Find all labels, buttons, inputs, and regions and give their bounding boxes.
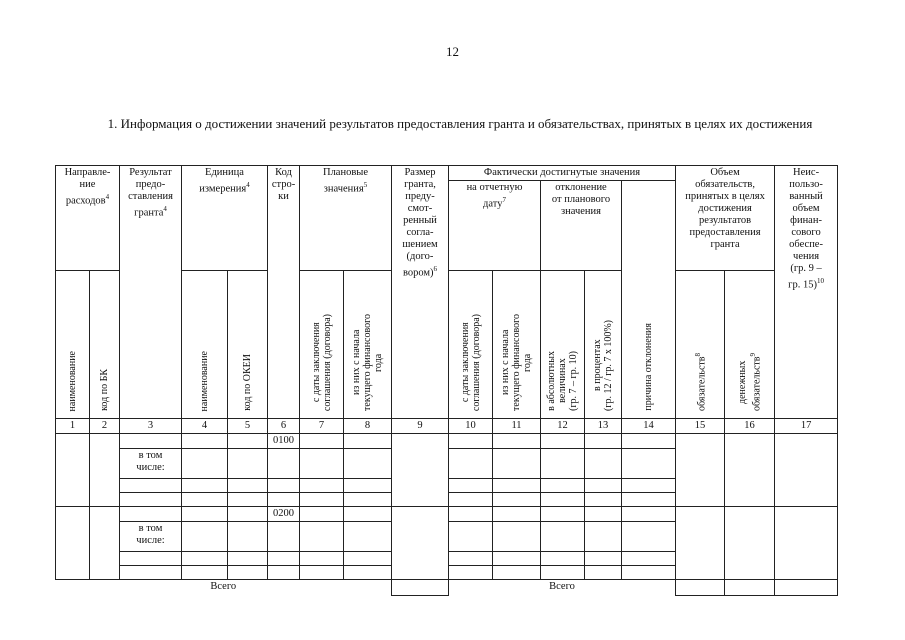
header-result: Результат предо- ставления гранта$^4$ xyxy=(120,166,182,419)
row-code-0100: 0100 xyxy=(268,434,300,449)
column-number: 11 xyxy=(493,419,541,434)
column-number: 9 xyxy=(392,419,449,434)
header-reporting-date: на отчетную дату$^7$ xyxy=(449,181,541,271)
total-money-obligations xyxy=(725,580,775,596)
header-actual: Фактически достигнутые значения xyxy=(449,166,676,181)
header-obligations: обязательств$^8$ xyxy=(676,271,725,419)
header-money-obligations: денежных обязательств$^9$ xyxy=(725,271,775,419)
column-number: 1 xyxy=(56,419,90,434)
row-code-0200: 0200 xyxy=(268,507,300,522)
direction-name-cell xyxy=(56,507,90,580)
header-deviation-reason: причина отклонения xyxy=(622,181,676,419)
unused-cell xyxy=(775,434,838,507)
grant-size-cell xyxy=(392,434,449,507)
header-row-code: Код стро- ки xyxy=(268,166,300,419)
header-planned: Плановые значения$^5$ xyxy=(300,166,392,271)
header-deviation-percent: в процентах (гр. 12 / гр. 7 х 100%) xyxy=(585,271,622,419)
result-cell xyxy=(120,434,182,449)
header-okei-code: код по ОКЕИ xyxy=(228,271,268,419)
header-planned-from-agreement: с даты заключения соглашения (договора) xyxy=(300,271,344,419)
total-obligations xyxy=(676,580,725,596)
obligations-cell xyxy=(676,434,725,507)
result-cell xyxy=(120,507,182,522)
column-number: 6 xyxy=(268,419,300,434)
header-unit-name: наименование xyxy=(182,271,228,419)
header-actual-from-agreement: с даты заключения соглашения (договора) xyxy=(449,271,493,419)
column-number: 4 xyxy=(182,419,228,434)
grant-size-cell xyxy=(392,507,449,580)
column-number: 10 xyxy=(449,419,493,434)
including-label: в том числе: xyxy=(120,449,182,479)
money-obligations-cell xyxy=(725,434,775,507)
report-table xyxy=(55,165,838,596)
header-deviation: отклонение от планового значения xyxy=(541,181,622,271)
obligations-cell xyxy=(676,507,725,580)
money-obligations-cell xyxy=(725,507,775,580)
header-unused: Неис- пользо- ванный объем финан- сового обеспе- чения (гр. 9 – гр. 15)$^{10}$ xyxy=(775,166,838,419)
column-numbers-row xyxy=(56,419,838,434)
total-label-1: Всего xyxy=(56,580,392,596)
header-bk-code: код по БК xyxy=(90,271,120,419)
column-number: 12 xyxy=(541,419,585,434)
unused-cell xyxy=(775,507,838,580)
header-direction-name: наименование xyxy=(56,271,90,419)
total-label-2: Всего xyxy=(449,580,676,596)
column-number: 13 xyxy=(585,419,622,434)
header-unit: Единица измерения$^4$ xyxy=(182,166,268,271)
page-number: 12 xyxy=(446,44,459,59)
header-grant-size: Размер гранта, преду- смот- ренный согла- шением (дого- вором)$^6$ xyxy=(392,166,449,419)
column-number: 14 xyxy=(622,419,676,434)
header-planned-current-year: из них с начала текущего финансового года xyxy=(344,271,392,419)
total-grant-size xyxy=(392,580,449,596)
including-label: в том числе: xyxy=(120,522,182,552)
column-number: 7 xyxy=(300,419,344,434)
header-direction: Направле- ние расходов$^4$ xyxy=(56,166,120,271)
header-deviation-absolute: в абсолютных величинах (гр. 7 – гр. 10) xyxy=(541,271,585,419)
column-number: 5 xyxy=(228,419,268,434)
direction-name-cell xyxy=(56,434,90,507)
column-number: 3 xyxy=(120,419,182,434)
column-number: 17 xyxy=(775,419,838,434)
column-number: 15 xyxy=(676,419,725,434)
total-unused xyxy=(775,580,838,596)
header-actual-current-year: из них с начала текущего финансового года xyxy=(493,271,541,419)
column-number: 16 xyxy=(725,419,775,434)
bk-code-cell xyxy=(90,434,120,507)
bk-code-cell xyxy=(90,507,120,580)
column-number: 8 xyxy=(344,419,392,434)
section-title: 1. Информация о достижении значений результатов предоставления гранта и обязательствах, принятых в целях их достижения xyxy=(107,116,813,131)
column-number: 2 xyxy=(90,419,120,434)
header-obligations-volume: Объем обязательств, принятых в целях достижения результатов предоставления гранта xyxy=(676,166,775,271)
